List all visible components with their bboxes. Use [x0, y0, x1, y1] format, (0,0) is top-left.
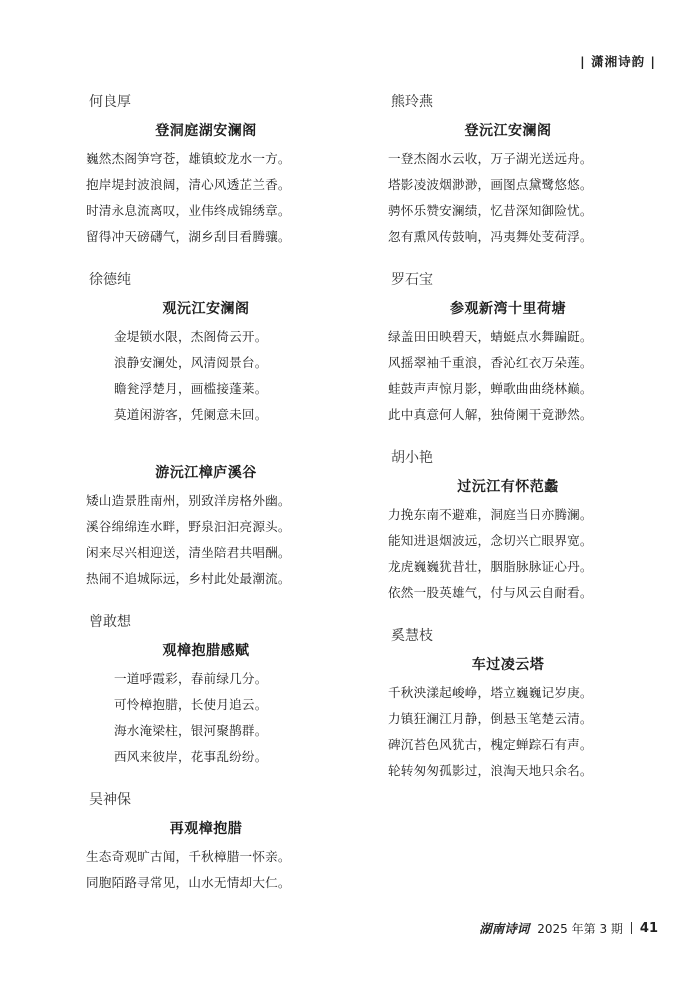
poem-lines [388, 146, 628, 250]
poem-title: 登沅江安澜阁 [464, 123, 552, 139]
poem-line: 碑沉苔色风犹古，槐定蝉踪石有声。 [388, 737, 593, 752]
poem-author: 奚慧枝 [391, 628, 433, 644]
poem-author: 吴神保 [89, 792, 131, 808]
poem-block [388, 626, 628, 784]
poem-line: 千秋泱漾起峻峥，塔立巍巍记岁庚。 [388, 685, 593, 700]
poem-lines [388, 680, 628, 784]
poem-line: 瞻瓮浮楚月，画槛接蓬莱。 [114, 381, 268, 396]
poem-lines [86, 666, 326, 770]
poem-title: 再观樟抱腊 [169, 821, 243, 837]
poem-lines [86, 488, 326, 592]
poem-line: 绿盖田田映碧天，蜻蜓点水舞蹁跹。 [388, 329, 593, 344]
poem-line: 溪谷绵绵连水畔，野泉汩汩亮源头。 [86, 519, 291, 534]
section-tag: | 潇湘诗韵 | [580, 54, 656, 69]
poem-block [388, 270, 628, 428]
poem-block [86, 612, 326, 770]
poem-title: 过沅江有怀范蠡 [457, 479, 559, 495]
poem-lines [86, 324, 326, 428]
poem-title: 登洞庭湖安澜阁 [155, 123, 257, 139]
poem-block [86, 462, 326, 592]
poem-line: 依然一股英雄气，付与风云自耐看。 [388, 585, 593, 600]
poem-author: 罗石宝 [391, 272, 433, 288]
poem-line: 海水淹梁柱，银河聚鹊群。 [114, 723, 268, 738]
poem-line: 忽有熏风传鼓响，冯夷舞处芰荷浮。 [388, 229, 593, 244]
poem-block [86, 92, 326, 250]
poem-line: 生态奇观旷古闻，千秋樟腊一怀亲。 [86, 849, 291, 864]
poem-line: 轮转匆匆孤影过，浪淘天地只余名。 [388, 763, 593, 778]
poem-line: 一道呼霞彩，春前绿几分。 [114, 671, 268, 686]
poem-line: 时清永息流离叹，业伟终成锦绣章。 [86, 203, 291, 218]
poem-line: 骋怀乐赞安澜绩，忆昔深知御险忧。 [388, 203, 593, 218]
poem-title: 车过凌云塔 [471, 657, 545, 673]
poem-line: 留得冲天磅礴气，湖乡刮目看腾骧。 [86, 229, 291, 244]
poem-line: 蛙鼓声声惊月影，蝉歌曲曲绕林巅。 [388, 381, 593, 396]
poem-line: 热闹不追城际远，乡村此处最潮流。 [86, 571, 291, 586]
poem-lines [86, 146, 326, 250]
poem-author: 曾敢想 [89, 614, 131, 630]
poem-line: 龙虎巍巍犹昔壮，胭脂脉脉证心丹。 [388, 559, 593, 574]
poem-author: 胡小艳 [391, 450, 433, 466]
poem-block [86, 270, 326, 428]
poem-block [86, 790, 326, 896]
poem-author: 熊玲燕 [391, 94, 433, 110]
issue-label: 2025 年第 3 期 [537, 921, 623, 936]
poem-line: 力镇狂澜江月静，倒悬玉笔楚云清。 [388, 711, 593, 726]
poem-title: 参观新湾十里荷塘 [450, 301, 566, 317]
poem-line: 闲来尽兴相迎送，清坐陪君共唱酬。 [86, 545, 291, 560]
poem-line: 同胞陌路寻常见，山水无情却大仁。 [86, 875, 291, 890]
poem-title: 观樟抱腊感赋 [162, 643, 250, 659]
journal-logo: 湖南诗词 [479, 921, 530, 936]
poem-line: 矮山造景胜南州，别致洋房格外幽。 [86, 493, 291, 508]
poem-author: 徐德纯 [89, 272, 131, 288]
poem-line: 莫道闲游客，凭阑意未回。 [114, 407, 268, 422]
poem-line: 可怜樟抱腊，长使月追云。 [114, 697, 268, 712]
poem-line: 力挽东南不避难，洞庭当日亦腾澜。 [388, 507, 593, 522]
poem-line: 一登杰阁水云收，万子湖光送远舟。 [388, 151, 593, 166]
right-column [388, 92, 628, 804]
poem-lines [86, 844, 326, 896]
poem-line: 金堤锁水限，杰阁倚云开。 [114, 329, 268, 344]
poem-line: 风摇翠袖千重浪，香沁红衣万朵莲。 [388, 355, 593, 370]
poem-author: 何良厚 [89, 94, 131, 110]
poem-line: 此中真意何人解，独倚阑干竟渺然。 [388, 407, 593, 422]
poem-lines [388, 502, 628, 606]
poem-title: 游沅江樟庐溪谷 [155, 465, 257, 481]
page-number: 41 [639, 920, 658, 936]
footer-divider [631, 922, 632, 934]
left-column [86, 92, 326, 916]
poem-lines [388, 324, 628, 428]
poem-line: 能知进退烟波远，念切兴亡眼界宽。 [388, 533, 593, 548]
poem-line: 浪静安澜处，风清阅景台。 [114, 355, 268, 370]
poem-title: 观沅江安澜阁 [162, 301, 250, 317]
poem-line: 巍然杰阁笋穹苍，雄镇蛟龙水一方。 [86, 151, 291, 166]
poem-line: 抱岸堤封波浪阔，清心风透芷兰香。 [86, 177, 291, 192]
poem-line: 塔影凌波烟渺渺，画图点黛鹭悠悠。 [388, 177, 593, 192]
page-footer [479, 919, 658, 937]
poem-block [388, 448, 628, 606]
poem-line: 西风来彼岸，花事乱纷纷。 [114, 749, 268, 764]
poem-block [388, 92, 628, 250]
